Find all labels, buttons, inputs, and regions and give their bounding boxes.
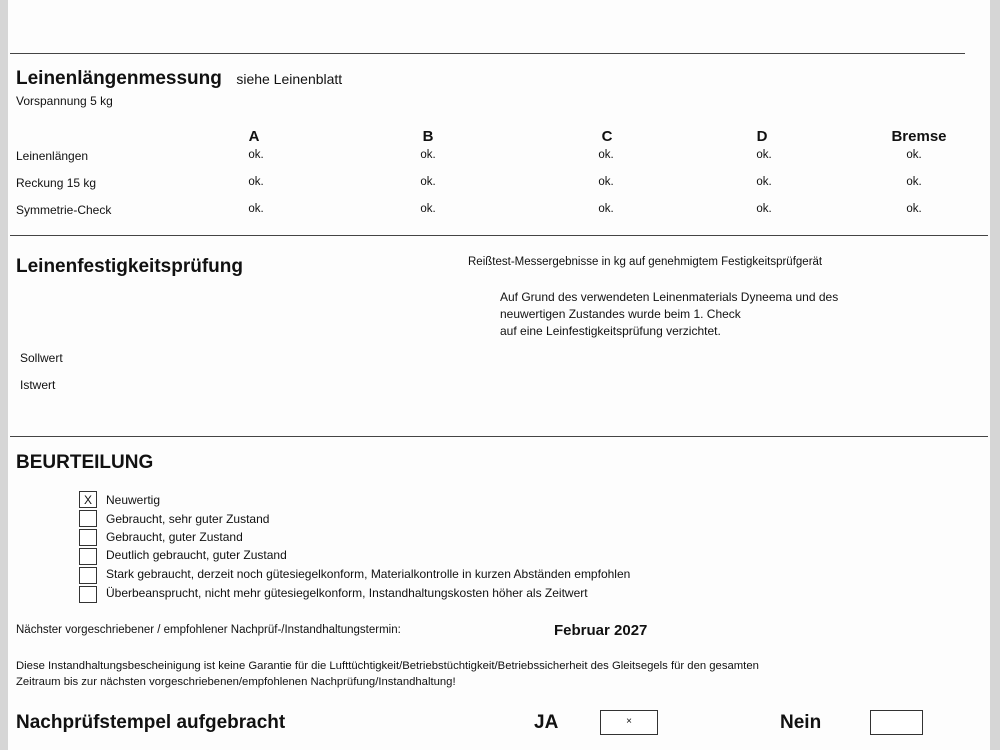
- assessment-option-label: Gebraucht, sehr guter Zustand: [106, 512, 270, 526]
- line-length-title: Leinenlängenmessung: [16, 68, 222, 89]
- section-divider: [10, 436, 988, 437]
- section-divider: [10, 235, 988, 236]
- table-cell: ok.: [906, 176, 922, 188]
- line-strength-title: Leinenfestigkeitsprüfung: [16, 256, 243, 277]
- row-label-symmetry: Symmetrie-Check: [16, 203, 112, 217]
- row-label-line-lengths: Leinenlängen: [16, 149, 89, 163]
- strength-note-line-3: auf eine Leinfestigkeitsprüfung verzichtet.: [500, 324, 721, 338]
- assessment-checkbox-clearly-used[interactable]: [79, 548, 97, 565]
- table-cell: ok.: [756, 149, 772, 161]
- stamp-yes-box[interactable]: ×: [600, 710, 658, 735]
- table-cell: ok.: [906, 149, 922, 161]
- table-cell: ok.: [420, 203, 436, 215]
- assessment-checkbox-overstressed[interactable]: [79, 586, 97, 603]
- assessment-option-label: Stark gebraucht, derzeit noch gütesiegelkonform, Materialkontrolle in kurzen Abständen empfohlen: [106, 567, 631, 581]
- assessment-checkbox-new[interactable]: X: [79, 491, 97, 508]
- top-divider: [10, 53, 965, 54]
- strength-note-line-1: Auf Grund des verwendeten Leinenmaterials Dyneema und des: [500, 290, 839, 304]
- table-cell: ok.: [756, 203, 772, 215]
- column-header-c: C: [601, 128, 613, 145]
- column-header-b: B: [422, 128, 434, 145]
- table-cell: ok.: [420, 176, 436, 188]
- row-label-stretch: Reckung 15 kg: [16, 176, 97, 190]
- strength-note-header: Reißtest-Messergebnisse in kg auf genehmigtem Festigkeitsprüfgerät: [468, 256, 823, 268]
- table-cell: ok.: [420, 149, 436, 161]
- disclaimer-line-2: Zeitraum bis zur nächsten vorgeschriebenen/empfohlenen Nachprüfung/Instandhaltung!: [16, 676, 456, 688]
- table-cell: ok.: [248, 176, 264, 188]
- disclaimer-line-1: Diese Instandhaltungsbescheinigung ist keine Garantie für die Lufttüchtigkeit/Betriebstüchtigkeit/Betriebssicherheit des Gleitsegels für den gesamten: [16, 660, 759, 672]
- table-cell: ok.: [598, 149, 614, 161]
- assessment-option-label: Deutlich gebraucht, guter Zustand: [106, 548, 287, 562]
- assessment-title: BEURTEILUNG: [16, 452, 154, 473]
- assessment-checkbox-heavily-used[interactable]: [79, 567, 97, 584]
- line-length-reference: siehe Leinenblatt: [236, 71, 343, 87]
- column-header-bremse: Bremse: [891, 128, 947, 145]
- assessment-option-label: Gebraucht, guter Zustand: [106, 530, 243, 544]
- document-page: [8, 0, 990, 750]
- table-cell: ok.: [598, 176, 614, 188]
- column-header-a: A: [248, 128, 260, 145]
- target-value-label: Sollwert: [20, 351, 63, 365]
- table-cell: ok.: [756, 176, 772, 188]
- pretension-label: Vorspannung 5 kg: [16, 94, 113, 108]
- assessment-checkbox-good[interactable]: [79, 529, 97, 546]
- table-cell: ok.: [906, 203, 922, 215]
- next-check-date: Februar 2027: [554, 622, 648, 639]
- stamp-label: Nachprüfstempel aufgebracht: [16, 712, 286, 733]
- table-cell: ok.: [598, 203, 614, 215]
- line-length-heading: [16, 68, 342, 90]
- stamp-yes-label: JA: [534, 712, 559, 733]
- stamp-no-label: Nein: [780, 712, 822, 733]
- table-cell: ok.: [248, 149, 264, 161]
- stamp-no-box[interactable]: [870, 710, 923, 735]
- assessment-option-label: Neuwertig: [106, 493, 161, 507]
- column-header-d: D: [756, 128, 768, 145]
- assessment-checkbox-very-good[interactable]: [79, 510, 97, 527]
- actual-value-label: Istwert: [20, 378, 56, 392]
- strength-note-line-2: neuwertigen Zustandes wurde beim 1. Check: [500, 307, 741, 321]
- assessment-option-label: Überbeansprucht, nicht mehr gütesiegelkonform, Instandhaltungskosten höher als Zeitwert: [106, 586, 588, 600]
- next-check-label: Nächster vorgeschriebener / empfohlener Nachprüf-/Instandhaltungstermin:: [16, 624, 401, 636]
- table-cell: ok.: [248, 203, 264, 215]
